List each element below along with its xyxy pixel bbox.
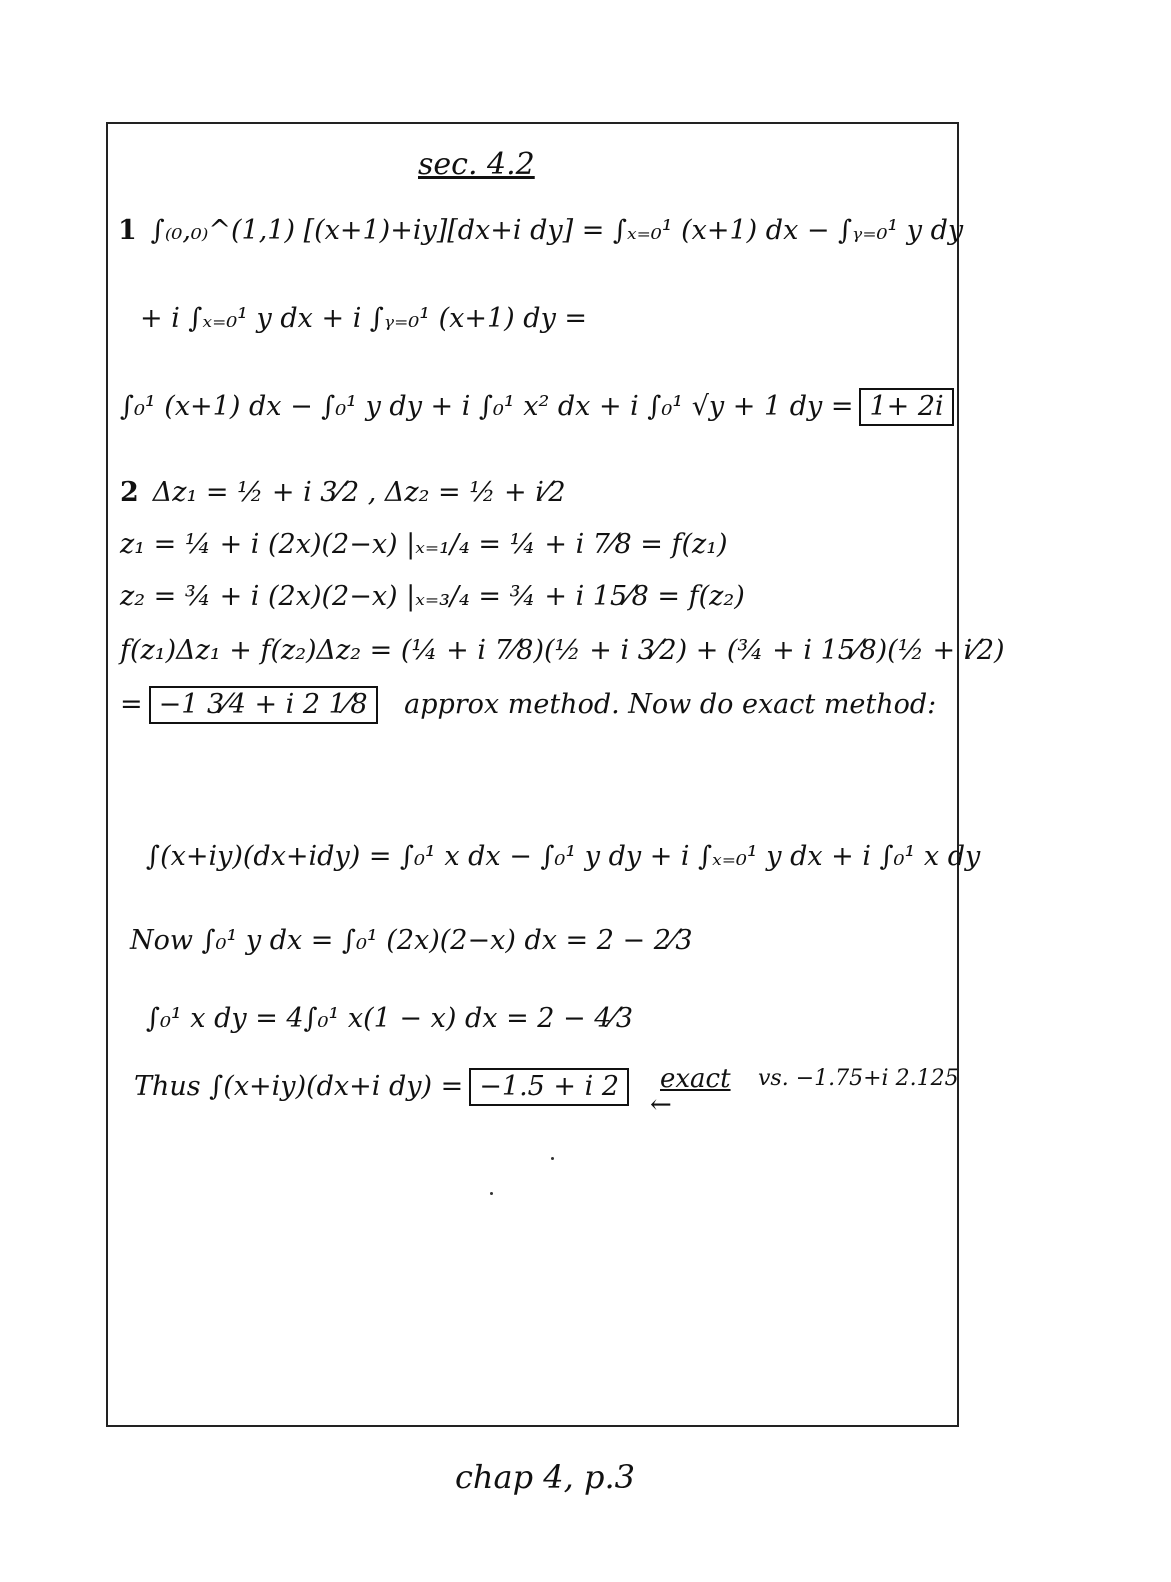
problem-2-approx-answer: −1 3⁄4 + i 2 1⁄8 [149,686,378,724]
problem-1-line-2: + i ∫ₓ₌₀¹ y dx + i ∫ᵧ₌₀¹ (x+1) dy = [140,303,588,334]
exact-arrow-icon: ← [650,1090,672,1120]
problem-2-line-2: z₁ = ¼ + i (2x)(2−x) |ₓ₌₁/₄ = ¼ + i 7⁄8 = f(z₁) [120,529,728,560]
exact-answer: −1.5 + i 2 [469,1068,629,1106]
problem-1-line-1 [118,214,963,248]
problem-2-number: 2 [120,477,139,508]
problem-2-deltas: Δz₁ = ½ + i 3⁄2 , Δz₂ = ½ + i⁄2 [152,477,566,508]
problem-2-equals: = [120,689,143,720]
exact-thus: Thus ∫(x+iy)(dx+i dy) = [134,1071,464,1102]
stray-mark [551,1157,554,1160]
problem-1-answer: 1+ 2i [859,388,953,426]
problem-1-line-3 [120,388,954,426]
problem-2-line-1 [120,476,566,510]
problem-2-method-note: approx method. Now do exact method: [404,689,937,720]
stray-mark [490,1192,493,1195]
comparison-note: vs. −1.75+i 2.125 [758,1066,959,1091]
section-title: sec. 4.2 [418,147,535,182]
exact-line-3: ∫₀¹ x dy = 4∫₀¹ x(1 − x) dx = 2 − 4⁄3 [146,1003,634,1034]
problem-1-number: 1 [118,215,137,246]
problem-1-expansion: ∫₀¹ (x+1) dx − ∫₀¹ y dy + i ∫₀¹ x² dx + i ∫₀¹ √y + 1 dy = [120,391,854,422]
problem-1-integral: ∫₍₀,₀₎^(1,1) [(x+1)+iy][dx+i dy] = ∫ₓ₌₀¹ (x+1) dx − ∫ᵧ₌₀¹ y dy [150,215,964,246]
page-footer: chap 4, p.3 [455,1458,635,1496]
exact-line-4 [134,1068,629,1106]
exact-label: exact [660,1064,731,1094]
exact-line-1: ∫(x+iy)(dx+idy) = ∫₀¹ x dx − ∫₀¹ y dy + i ∫ₓ₌₀¹ y dx + i ∫₀¹ x dy [146,841,981,872]
problem-2-line-4: f(z₁)Δz₁ + f(z₂)Δz₂ = (¼ + i 7⁄8)(½ + i 3⁄2) + (¾ + i 15⁄8)(½ + i⁄2) [120,635,1005,666]
problem-2-line-5 [120,686,936,724]
exact-line-2: Now ∫₀¹ y dx = ∫₀¹ (2x)(2−x) dx = 2 − 2⁄3 [130,925,693,956]
problem-2-line-3: z₂ = ¾ + i (2x)(2−x) |ₓ₌₃/₄ = ¾ + i 15⁄8 = f(z₂) [120,581,745,612]
